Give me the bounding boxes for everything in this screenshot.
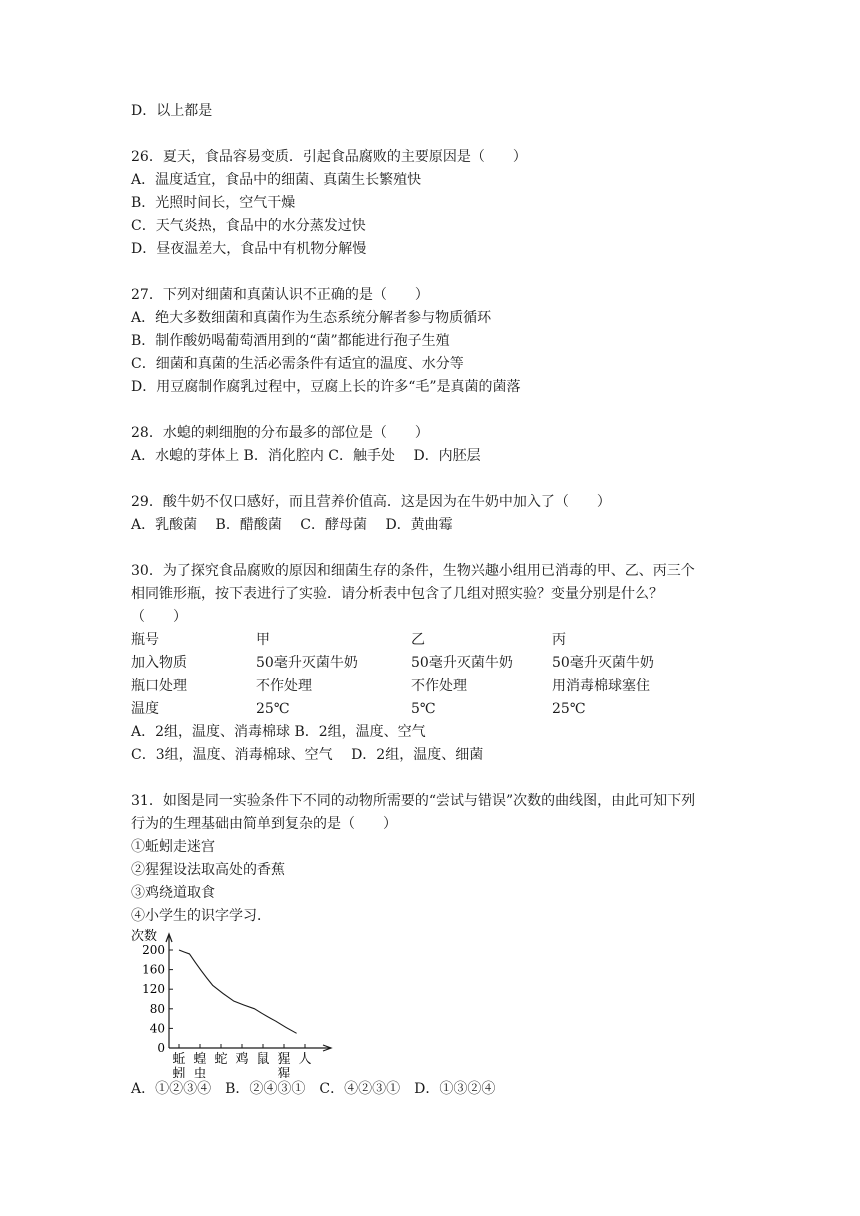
table-cell: 瓶号 <box>131 632 159 648</box>
table-cell: 丙 <box>552 632 566 648</box>
q30-options-line-2: C．3组，温度、消毒棉球、空气 D．2组，温度、细菌 <box>131 747 484 763</box>
trial-error-chart <box>129 928 349 1078</box>
x-tick-label: 鼠 <box>256 1052 270 1067</box>
q28-options: A．水螅的芽体上 B．消化腔内 C．触手处 D．内胚层 <box>131 448 481 464</box>
x-tick-label: 蝗 <box>193 1052 207 1067</box>
x-tick-label: 虫 <box>193 1067 207 1078</box>
q27-option-b: B．制作酸奶喝葡萄酒用到的“菌”都能进行孢子生殖 <box>131 333 450 349</box>
y-tick-label: 0 <box>157 1041 165 1055</box>
x-tick-label: 猩 <box>277 1052 291 1067</box>
q26-option-c: C．天气炎热，食品中的水分蒸发过快 <box>131 218 366 234</box>
q30-stem-line-3: （ ） <box>131 609 187 625</box>
table-cell: 5℃ <box>411 701 436 717</box>
y-tick-label: 200 <box>142 943 165 957</box>
q31-item-2: ②猩猩设法取高处的香蕉 <box>131 862 285 878</box>
y-tick-label: 120 <box>142 982 165 997</box>
q27-option-c: C．细菌和真菌的生活必需条件有适宜的温度、水分等 <box>131 356 464 372</box>
table-cell: 用消毒棉球塞住 <box>552 678 650 694</box>
y-tick-label: 80 <box>149 1001 165 1016</box>
x-tick-label: 蛇 <box>214 1052 228 1067</box>
table-row <box>131 629 712 652</box>
q29-stem: 29．酸牛奶不仅口感好，而且营养价值高．这是因为在牛奶中加入了（ ） <box>131 494 611 510</box>
question-26 <box>131 146 741 261</box>
table-cell: 25℃ <box>552 701 586 717</box>
question-30 <box>131 560 741 767</box>
table-row <box>131 675 712 698</box>
q31-item-4: ④小学生的识字学习． <box>131 908 271 924</box>
table-row <box>131 652 712 675</box>
q26-option-d: D．昼夜温差大，食品中有机物分解慢 <box>131 241 367 257</box>
table-cell: 50毫升灭菌牛奶 <box>256 655 358 671</box>
x-tick-label: 蚓 <box>172 1067 186 1078</box>
q26-option-a: A．温度适宜，食品中的细菌、真菌生长繁殖快 <box>131 172 422 188</box>
x-tick-label: 猩 <box>277 1067 291 1078</box>
y-ticks <box>142 943 173 1055</box>
chart-axes <box>166 934 331 1051</box>
q31-item-3: ③鸡绕道取食 <box>131 885 215 901</box>
question-31 <box>131 790 741 1101</box>
y-axis-label: 次数 <box>131 929 158 944</box>
table-cell: 加入物质 <box>131 655 187 671</box>
q26-option-b: B．光照时间长，空气干燥 <box>131 195 296 211</box>
table-cell: 25℃ <box>256 701 290 717</box>
q25-option-d: D．以上都是 <box>131 103 213 119</box>
q27-stem: 27．下列对细菌和真菌认识不正确的是（ ） <box>131 287 429 303</box>
table-cell: 温度 <box>131 701 159 717</box>
chart-svg <box>129 928 349 1078</box>
q31-stem-line-1: 31．如图是同一实验条件下不同的动物所需要的“尝试与错误”次数的曲线图，由此可知下列 <box>131 793 696 809</box>
q31-stem-line-2: 行为的生理基础由简单到复杂的是（ ） <box>131 816 397 832</box>
q27-option-d: D．用豆腐制作腐乳过程中，豆腐上长的许多“毛”是真菌的菌落 <box>131 379 521 395</box>
question-28 <box>131 422 741 468</box>
series-line <box>179 950 297 1033</box>
x-tick-label: 鸡 <box>235 1052 249 1067</box>
table-cell: 50毫升灭菌牛奶 <box>411 655 513 671</box>
table-cell: 不作处理 <box>411 678 467 694</box>
q31-item-1: ①蚯蚓走迷宫 <box>131 839 215 855</box>
table-cell: 50毫升灭菌牛奶 <box>552 655 654 671</box>
q26-stem: 26．夏天，食品容易变质．引起食品腐败的主要原因是（ ） <box>131 149 527 165</box>
x-ticks <box>172 1044 311 1078</box>
q27-option-a: A．绝大多数细菌和真菌作为生态系统分解者参与物质循环 <box>131 310 492 326</box>
question-27 <box>131 284 741 399</box>
table-cell: 不作处理 <box>256 678 312 694</box>
table-cell: 瓶口处理 <box>131 678 187 694</box>
x-tick-label: 蚯 <box>172 1052 186 1067</box>
x-tick-label: 人 <box>298 1052 312 1067</box>
y-tick-label: 40 <box>149 1021 165 1036</box>
table-cell: 乙 <box>411 632 425 648</box>
q30-stem-line-2: 相同锥形瓶，按下表进行了实验．请分析表中包含了几组对照实验？变量分别是什么？ <box>131 586 663 602</box>
q31-options: A．①②③④ B．②④③① C．④②③① D．①③②④ <box>131 1081 496 1097</box>
q30-stem-line-1: 30．为了探究食品腐败的原因和细菌生存的条件，生物兴趣小组用已消毒的甲、乙、丙三个 <box>131 563 695 579</box>
document-page <box>131 100 741 1101</box>
question-29 <box>131 491 741 537</box>
y-tick-label: 160 <box>142 962 165 977</box>
table-row <box>131 698 712 721</box>
q29-options: A．乳酸菌 B．醋酸菌 C．酵母菌 D．黄曲霉 <box>131 517 453 533</box>
experiment-table <box>131 629 712 721</box>
q28-stem: 28．水螅的刺细胞的分布最多的部位是（ ） <box>131 425 429 441</box>
table-cell: 甲 <box>256 632 270 648</box>
q30-options-line-1: A．2组，温度、消毒棉球 B．2组，温度、空气 <box>131 724 426 740</box>
